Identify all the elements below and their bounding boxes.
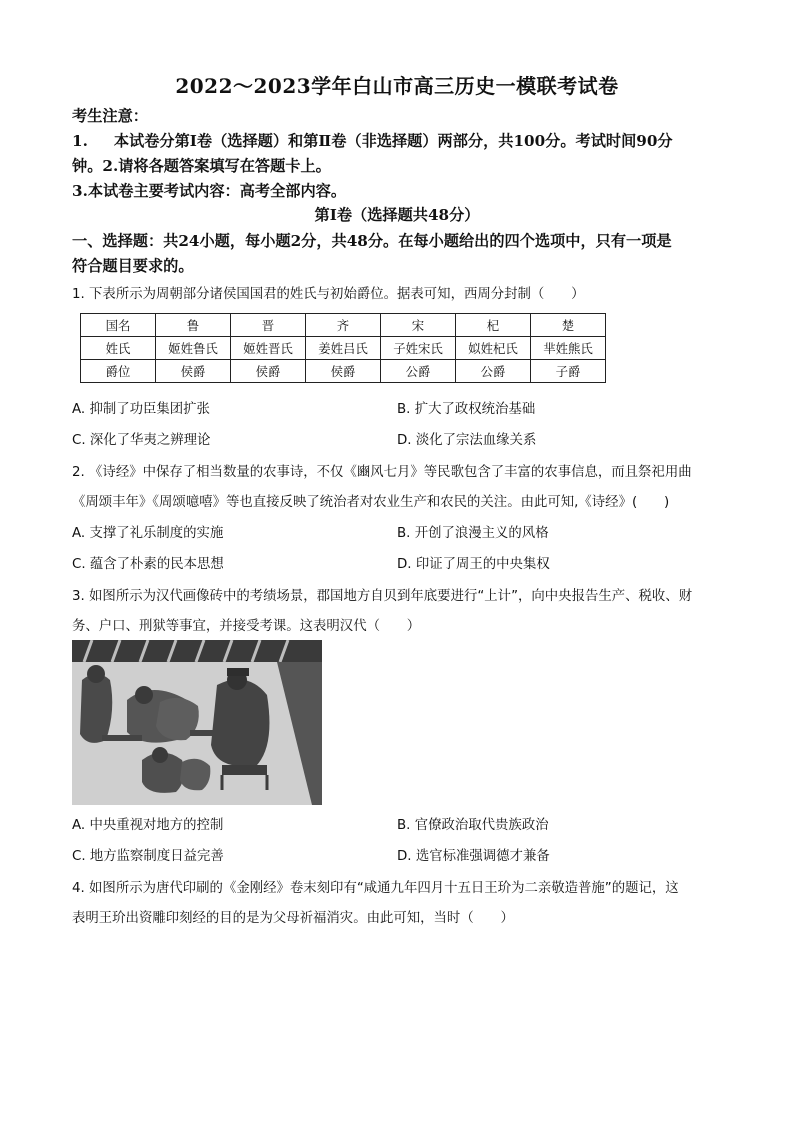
section-title: 第Ⅰ卷（选择题共48分） — [314, 206, 480, 224]
table-cell: 姜姓吕氏 — [306, 337, 381, 360]
table-row — [81, 314, 606, 337]
notice-item-1 — [72, 130, 673, 151]
table-row — [81, 360, 606, 383]
notice-item-3: 3.本试卷主要考试内容：高考全部内容。 — [72, 182, 347, 200]
table-cell: 爵位 — [81, 360, 156, 383]
q2-stem-line-2: 《周颂丰年》《周颂噫嘻》等也直接反映了统治者对农业生产和农民的关注。由此可知,《诗经》( ) — [72, 495, 670, 510]
q3-option-d: D. 选官标准强调德才兼备 — [397, 849, 550, 864]
instruction-line-2: 符合题目要求的。 — [72, 257, 194, 275]
table-cell: 国名 — [81, 314, 156, 337]
notice-item-1-text: 本试卷分第Ⅰ卷（选择题）和第Ⅱ卷（非选择题）两部分，共100分。考试时间90分 — [113, 132, 673, 150]
table-cell: 公爵 — [456, 360, 531, 383]
q2-option-c: C. 蕴含了朴素的民本思想 — [72, 557, 224, 572]
q4-stem-line-1: 4. 如图所示为唐代印刷的《金刚经》卷末刻印有“咸通九年四月十五日王玠为二亲敬造普施”的题记，这 — [72, 881, 679, 896]
q3-option-c: C. 地方监察制度日益完善 — [72, 849, 224, 864]
table-cell: 子爵 — [531, 360, 606, 383]
table-cell: 侯爵 — [156, 360, 231, 383]
table-cell: 鲁 — [156, 314, 231, 337]
table-cell: 姬姓晋氏 — [231, 337, 306, 360]
q2-option-b: B. 开创了浪漫主义的风格 — [397, 526, 549, 541]
table-cell: 姬姓鲁氏 — [156, 337, 231, 360]
table-cell: 公爵 — [381, 360, 456, 383]
table-cell: 侯爵 — [306, 360, 381, 383]
q1-option-b: B. 扩大了政权统治基础 — [397, 402, 536, 417]
q3-option-b: B. 官僚政治取代贵族政治 — [397, 818, 549, 833]
table-row — [81, 337, 606, 360]
q1-option-d: D. 淡化了宗法血缘关系 — [397, 433, 537, 448]
q1-option-c: C. 深化了华夷之辨理论 — [72, 433, 211, 448]
table-cell: 姓氏 — [81, 337, 156, 360]
table-cell: 齐 — [306, 314, 381, 337]
notice-heading: 考生注意： — [72, 107, 148, 125]
q2-option-d: D. 印证了周王的中央集权 — [397, 557, 550, 572]
table-cell: 杞 — [456, 314, 531, 337]
han-relief-brick-image — [72, 640, 322, 805]
q2-option-a: A. 支撑了礼乐制度的实施 — [72, 526, 224, 541]
table-cell: 子姓宋氏 — [381, 337, 456, 360]
q1-stem: 1. 下表所示为周朝部分诸侯国国君的姓氏与初始爵位。据表可知，西周分封制（ ） — [72, 287, 585, 302]
notice-item-1-number: 1. — [72, 132, 88, 150]
q1-option-a: A. 抑制了功臣集团扩张 — [72, 402, 210, 417]
table-cell: 晋 — [231, 314, 306, 337]
q3-option-a: A. 中央重视对地方的控制 — [72, 818, 224, 833]
table-cell: 侯爵 — [231, 360, 306, 383]
relief-illustration — [72, 640, 322, 805]
q3-stem-line-1: 3. 如图所示为汉代画像砖中的考绩场景，郡国地方自贝到年底要进行“上计”，向中央报告生产、税收、财 — [72, 589, 693, 604]
q2-stem-line-1: 2. 《诗经》中保存了相当数量的农事诗，不仅《豳风七月》等民歌包含了丰富的农事信息，而且祭祀用曲 — [72, 465, 692, 480]
page-title: 2022～2023学年白山市高三历史一模联考试卷 — [175, 74, 619, 98]
table-cell: 芈姓熊氏 — [531, 337, 606, 360]
instruction-line-1: 一、选择题：共24小题，每小题2分，共48分。在每小题给出的四个选项中，只有一项是 — [72, 232, 672, 250]
notice-item-1-continued: 钟。2.请将各题答案填写在答题卡上。 — [72, 157, 331, 175]
table-cell: 姒姓杞氏 — [456, 337, 531, 360]
table-cell: 宋 — [381, 314, 456, 337]
q1-table — [80, 313, 606, 383]
q3-stem-line-2: 务、户口、刑狱等事宜，并接受考课。这表明汉代（ ） — [72, 619, 421, 634]
table-cell: 楚 — [531, 314, 606, 337]
q4-stem-line-2: 表明王玠出资雕印刻经的目的是为父母祈福消灾。由此可知，当时（ ） — [72, 911, 514, 926]
